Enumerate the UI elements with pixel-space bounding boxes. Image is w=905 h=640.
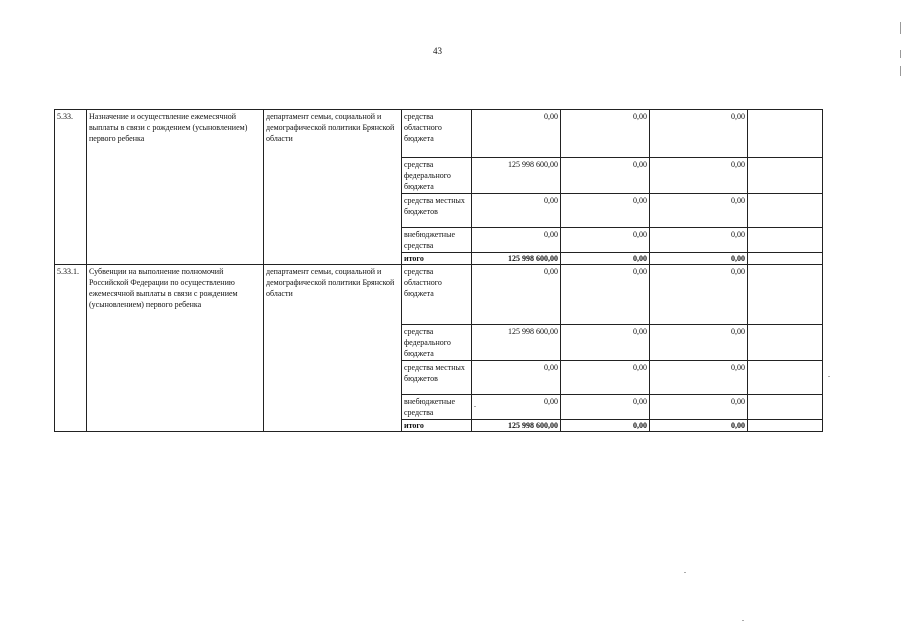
amount-cell: 0,00 xyxy=(561,265,650,325)
empty-cell xyxy=(748,395,823,420)
total-amount: 0,00 xyxy=(650,253,748,265)
funding-source-label: средства областного бюджета xyxy=(402,110,472,158)
amount-cell: 0,00 xyxy=(650,265,748,325)
scan-speck xyxy=(684,572,686,573)
amount-cell: 0,00 xyxy=(650,325,748,361)
empty-cell xyxy=(748,194,823,228)
amount-cell: 0,00 xyxy=(650,395,748,420)
row-number: 5.33. xyxy=(55,110,87,265)
scan-speck xyxy=(474,406,476,407)
empty-cell xyxy=(748,110,823,158)
amount-cell: 0,00 xyxy=(650,158,748,194)
amount-cell: 125 998 600,00 xyxy=(472,158,561,194)
total-amount: 0,00 xyxy=(561,420,650,432)
amount-cell: 0,00 xyxy=(472,395,561,420)
executor-cell: департамент семьи, социальной и демографической политики Брянской области xyxy=(264,110,402,265)
amount-cell: 0,00 xyxy=(472,361,561,395)
total-label: итого xyxy=(402,253,472,265)
funding-source-label: средства местных бюджетов xyxy=(402,361,472,395)
amount-cell: 0,00 xyxy=(650,228,748,253)
scan-speck xyxy=(828,376,830,377)
page-number: 43 xyxy=(433,46,442,56)
executor-cell: департамент семьи, социальной и демографической политики Брянской области xyxy=(264,265,402,432)
empty-cell xyxy=(748,228,823,253)
total-label: итого xyxy=(402,420,472,432)
budget-table xyxy=(54,109,823,432)
amount-cell: 125 998 600,00 xyxy=(472,325,561,361)
measure-title: Субвенции на выполнение полномочий Российской Федерации по осуществлению ежемесячной выплаты в связи с рождением (усыновлением) первого ребенка xyxy=(87,265,264,432)
funding-source-label: внебюджетные средства xyxy=(402,395,472,420)
amount-cell: 0,00 xyxy=(561,194,650,228)
funding-source-label: средства областного бюджета xyxy=(402,265,472,325)
total-amount: 125 998 600,00 xyxy=(472,253,561,265)
scan-speck xyxy=(742,620,744,621)
amount-cell: 0,00 xyxy=(472,265,561,325)
funding-source-label: средства федерального бюджета xyxy=(402,158,472,194)
empty-cell xyxy=(748,158,823,194)
amount-cell: 0,00 xyxy=(561,228,650,253)
amount-cell: 0,00 xyxy=(561,158,650,194)
amount-cell: 0,00 xyxy=(650,361,748,395)
empty-cell xyxy=(748,420,823,432)
funding-source-label: средства федерального бюджета xyxy=(402,325,472,361)
amount-cell: 0,00 xyxy=(561,110,650,158)
amount-cell: 0,00 xyxy=(472,228,561,253)
total-amount: 0,00 xyxy=(561,253,650,265)
table-row xyxy=(55,110,823,158)
amount-cell: 0,00 xyxy=(472,110,561,158)
amount-cell: 0,00 xyxy=(561,325,650,361)
measure-title: Назначение и осуществление ежемесячной выплаты в связи с рождением (усыновлением) первого ребенка xyxy=(87,110,264,265)
empty-cell xyxy=(748,265,823,325)
scan-edge-mark xyxy=(900,22,901,34)
empty-cell xyxy=(748,325,823,361)
funding-source-label: средства местных бюджетов xyxy=(402,194,472,228)
amount-cell: 0,00 xyxy=(472,194,561,228)
scan-edge-mark xyxy=(900,50,901,58)
empty-cell xyxy=(748,253,823,265)
amount-cell: 0,00 xyxy=(650,110,748,158)
empty-cell xyxy=(748,361,823,395)
total-amount: 0,00 xyxy=(650,420,748,432)
table-row xyxy=(55,265,823,325)
amount-cell: 0,00 xyxy=(561,361,650,395)
total-amount: 125 998 600,00 xyxy=(472,420,561,432)
amount-cell: 0,00 xyxy=(561,395,650,420)
row-number: 5.33.1. xyxy=(55,265,87,432)
amount-cell: 0,00 xyxy=(650,194,748,228)
funding-source-label: внебюджетные средства xyxy=(402,228,472,253)
scan-edge-mark xyxy=(900,66,901,76)
